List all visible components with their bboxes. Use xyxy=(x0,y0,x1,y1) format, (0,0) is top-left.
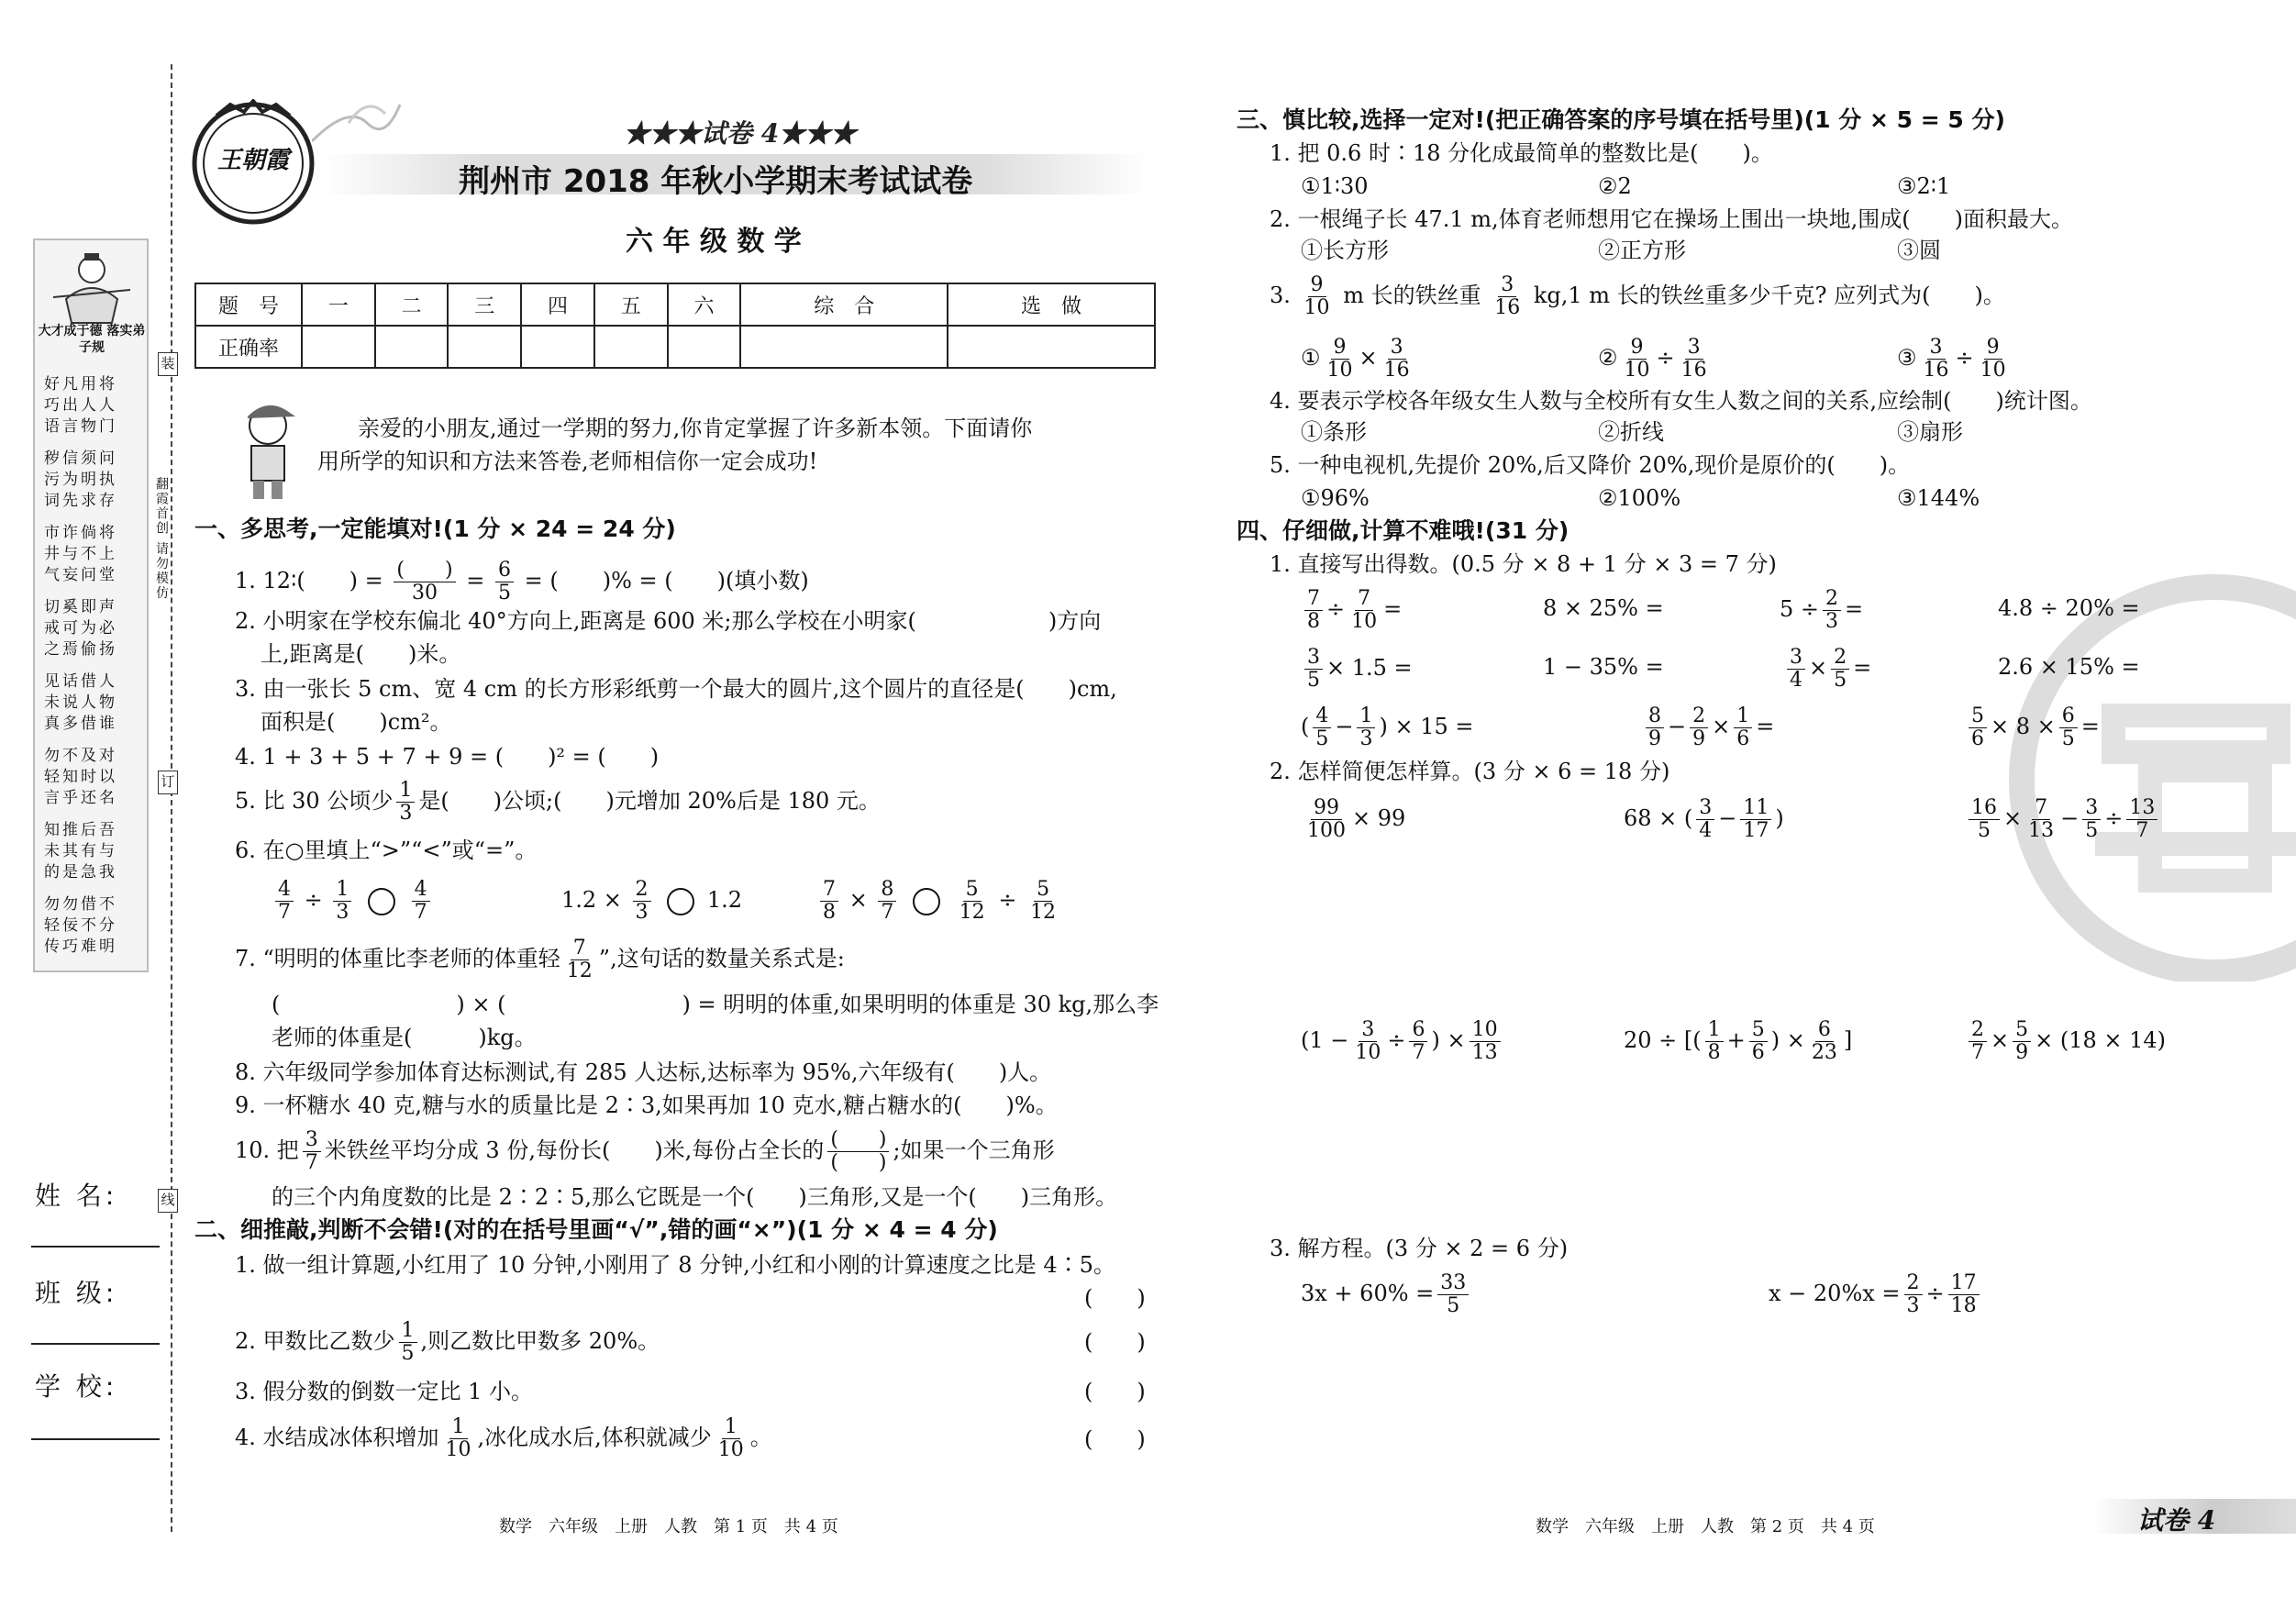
brand-logo-text: 王朝霞 xyxy=(216,147,289,174)
score-input[interactable] xyxy=(740,326,948,368)
ribbon-decoration xyxy=(312,95,404,160)
s3-q3-opt2[interactable]: ② $\frac{9}{10}$ ÷ $\frac{3}{16}$ xyxy=(1598,336,1707,382)
s1-q6-item-a: $\frac{4}{7}$ ÷ $\frac{1}{3}$ $\frac{4}{7}$ xyxy=(272,877,434,924)
s1-q2a: 2. 小明家在学校东偏北 40°方向上,距离是 600 米;那么学校在小明家( )方向 xyxy=(235,608,1102,634)
s1-q5: 5. 比 30 公顷少 $\frac{1}{3}$ 是( )公顷;( )元增加 20%后是 180 元。 xyxy=(235,779,881,825)
s1-q3b: 面积是( )cm²。 xyxy=(261,709,452,735)
s3-q1-opt2[interactable]: ②2 xyxy=(1598,173,1632,199)
s4-simplify-6: $\frac{2}{7}$ × $\frac{5}{9}$ × (18 × 14) xyxy=(1965,1015,2166,1066)
section-3-title: 三、慎比较,选择一定对!(把正确答案的序号填在括号里)(1 分 × 5 = 5 分) xyxy=(1237,106,2005,133)
s4-calc-r1-d: 4.8 ÷ 20% = xyxy=(1998,595,2140,621)
score-input[interactable] xyxy=(448,326,521,368)
class-label: 班 级: xyxy=(35,1278,118,1308)
s1-q1: 1. 12∶( ) = $\frac{( )}{30}$ = $\frac{6}{5}$ = ( )% = ( )(填小数) xyxy=(235,559,809,604)
s4-calc-r1-c: 5 ÷ $\frac{2}{3}$ = xyxy=(1780,587,1864,633)
s3-q5-opt1[interactable]: ①96% xyxy=(1301,485,1370,511)
section-4-title: 四、仔细做,计算不难哦!(31 分) xyxy=(1237,517,1569,544)
name-label: 姓 名: xyxy=(35,1181,118,1211)
s1-q10a: 10. 把 $\frac{3}{7}$ 米铁丝平均分成 3 份,每份长( )米,每份占全长的 $\frac{( )}{( )}$ ;如果一个三角形 xyxy=(235,1128,1055,1174)
score-table-cell: 综 合 xyxy=(740,283,948,326)
footer-tag: 试卷 4 xyxy=(2137,1505,2216,1536)
s4-calc-r1-a: $\frac{7}{8}$ ÷ $\frac{7}{10}$ = xyxy=(1301,583,1402,635)
s4-simplify-5: 20 ÷ [( $\frac{1}{8}$ + $\frac{5}{6}$ ) × $\frac{6}{23}$ ] xyxy=(1624,1018,1853,1064)
s4-calc-r2-d: 2.6 × 15% = xyxy=(1998,654,2140,680)
binding-mark-1: 装 xyxy=(158,352,178,376)
s1-q6: 6. 在○里填上“>”“<”或“=”。 xyxy=(235,837,538,863)
subject-title: 六 年 级 数 学 xyxy=(626,226,802,258)
s4-equation-2: x − 20%x = $\frac{2}{3}$ ÷ $\frac{17}{18}$ xyxy=(1769,1268,1983,1319)
s3-q3-opt1[interactable]: ① $\frac{9}{10}$ × $\frac{3}{16}$ xyxy=(1301,336,1410,382)
watermark-seal-icon xyxy=(2003,569,2296,981)
score-table-cell: 三 xyxy=(448,283,521,326)
student-illustration xyxy=(48,244,136,327)
s4-calc-r2-a: $\frac{3}{5}$ × 1.5 = xyxy=(1301,642,1413,693)
intro-line-1: 亲爱的小朋友,通过一学期的努力,你肯定掌握了许多新本领。下面请你 xyxy=(358,416,1033,441)
intro-line-2: 用所学的知识和方法来答卷,老师相信你一定会成功! xyxy=(317,449,818,474)
s3-q2: 2. 一根绳子长 47.1 m,体育老师想用它在操场上围出一块地,围成( )面积最大。 xyxy=(1270,206,2073,232)
school-field[interactable] xyxy=(31,1438,160,1440)
s3-q3: 3. $\frac{9}{10}$ m 长的铁丝重 $\frac{3}{16}$ kg,1 m 长的铁丝重多少千克? 应列式为( )。 xyxy=(1270,273,2005,319)
s1-q6-item-b: 1.2 × $\frac{2}{3}$ 1.2 xyxy=(561,878,742,924)
s2-q3-answer[interactable]: ( ) xyxy=(1084,1379,1146,1404)
s2-q4: 4. 水结成冰体积增加 $\frac{1}{10}$ ,冰化成水后,体积就减少 $\frac{1}{10}$ 。 xyxy=(235,1415,772,1461)
score-table-cell: 四 xyxy=(521,283,594,326)
s4-simplify-4: (1 − $\frac{3}{10}$ ÷ $\frac{6}{7}$ ) × $\frac{10}{13}$ xyxy=(1301,1015,1504,1066)
boy-illustration xyxy=(231,396,305,503)
score-input[interactable] xyxy=(668,326,741,368)
binding-side-text: 翻霞首创 请勿模仿 xyxy=(154,477,169,601)
s4-simplify-2: 68 × ( $\frac{3}{4}$ − $\frac{11}{17}$ ) xyxy=(1624,796,1784,842)
score-table-cell: 选 做 xyxy=(948,283,1155,326)
score-table-cell: 正确率 xyxy=(195,326,302,368)
s4-calc-r3-c: $\frac{5}{6}$ × 8 × $\frac{6}{5}$ = xyxy=(1965,701,2100,752)
compare-circle-input[interactable] xyxy=(368,888,395,915)
binding-mark-2: 订 xyxy=(158,771,178,794)
s3-q4-opt2[interactable]: ②折线 xyxy=(1598,419,1664,445)
s4-simplify-1: $\frac{99}{100}$ × 99 xyxy=(1307,796,1406,842)
s1-q8: 8. 六年级同学参加体育达标测试,有 285 人达标,达标率为 95%,六年级有( )人。 xyxy=(235,1059,1052,1085)
s3-q5: 5. 一种电视机,先提价 20%,后又降价 20%,现价是原价的( )。 xyxy=(1270,452,1911,478)
s4-equation-1: 3x + 60% = $\frac{33}{5}$ xyxy=(1301,1268,1472,1319)
s3-q1-opt1[interactable]: ①1∶30 xyxy=(1301,173,1369,199)
exam-title: 荆州市 2018 年秋小学期末考试试卷 xyxy=(459,163,973,200)
s3-q2-opt2[interactable]: ②正方形 xyxy=(1598,238,1686,263)
s1-q9: 9. 一杯糖水 40 克,糖与水的质量比是 2∶3,如果再加 10 克水,糖占糖水的( )%。 xyxy=(235,1092,1058,1118)
section-2-title: 二、细推敲,判断不会错!(对的在括号里画“√”,错的画“×”)(1 分 × 4 = 4 分) xyxy=(194,1216,998,1243)
s2-q2-answer[interactable]: ( ) xyxy=(1084,1329,1146,1355)
binding-mark-3: 线 xyxy=(158,1189,178,1213)
s1-q7c: ( ) × ( ) = 明明的体重,如果明明的体重是 30 kg,那么李 xyxy=(272,992,1159,1017)
score-table xyxy=(194,283,1156,369)
margin-motto-columns: 好凡用将 巧出人人 语言物门 秽信须问 污为明执 词先求存 市诈倘将 井与不上 气妄问堂 切奚即声 戒可为必 之焉偷扬 见话借人 未说人物 真多借谁 勿不及对 轻知时以 言乎还名 知推后吾 未其有与 的是急我 勿勿借不 轻佞不分 传巧难明 xyxy=(44,375,117,956)
s3-q2-opt3[interactable]: ③圆 xyxy=(1897,238,1941,263)
s2-q4-answer[interactable]: ( ) xyxy=(1084,1426,1146,1452)
s4-calc-r2-c: $\frac{3}{4}$ × $\frac{2}{5}$ = xyxy=(1783,642,1871,693)
s4-calc-r2-b: 1 − 35% = xyxy=(1543,654,1664,680)
name-field[interactable] xyxy=(31,1246,160,1248)
school-label: 学 校: xyxy=(35,1371,118,1402)
compare-circle-input[interactable] xyxy=(667,888,694,915)
footer-right: 数学 六年级 上册 人教 第 2 页 共 4 页 xyxy=(1536,1517,1875,1536)
score-table-cell: 六 xyxy=(668,283,741,326)
section-1-title: 一、多思考,一定能填对!(1 分 × 24 = 24 分) xyxy=(194,516,676,542)
s3-q5-opt3[interactable]: ③144% xyxy=(1897,485,1980,511)
s1-q2b: 上,距离是( )米。 xyxy=(261,641,461,667)
score-input[interactable] xyxy=(948,326,1155,368)
s1-q4: 4. 1 + 3 + 5 + 7 + 9 = ( )² = ( ) xyxy=(235,744,660,770)
score-input[interactable] xyxy=(521,326,594,368)
s2-q1-answer[interactable]: ( ) xyxy=(1084,1285,1146,1311)
s1-q3a: 3. 由一张长 5 cm、宽 4 cm 的长方形彩纸剪一个最大的圆片,这个圆片的直径是( )cm, xyxy=(235,676,1117,702)
margin-motto-title: 大才成于德 落实弟子规 xyxy=(38,324,146,355)
s3-q1: 1. 把 0.6 时∶18 分化成最简单的整数比是( )。 xyxy=(1270,140,1773,166)
score-table-header-row xyxy=(195,283,1155,326)
s1-q7d: 老师的体重是( )kg。 xyxy=(272,1025,537,1050)
s1-q10e: 的三个内角度数的比是 2∶2∶5,那么它既是一个( )三角形,又是一个( )三角形。 xyxy=(272,1184,1118,1210)
compare-circle-input[interactable] xyxy=(913,888,940,915)
s4-part3: 3. 解方程。(3 分 × 2 = 6 分) xyxy=(1270,1236,1569,1261)
s3-q2-opt1[interactable]: ①长方形 xyxy=(1301,238,1389,263)
s3-q4: 4. 要表示学校各年级女生人数与全校所有女生人数之间的关系,应绘制( )统计图。 xyxy=(1270,388,2092,414)
s2-q3: 3. 假分数的倒数一定比 1 小。 xyxy=(235,1379,534,1404)
score-table-cell: 五 xyxy=(594,283,668,326)
s3-q4-opt1[interactable]: ①条形 xyxy=(1301,419,1367,445)
s4-part1: 1. 直接写出得数。(0.5 分 × 8 + 1 分 × 3 = 7 分) xyxy=(1270,551,1777,577)
s4-calc-r3-b: $\frac{8}{9}$ − $\frac{2}{9}$ × $\frac{1}{6}$ = xyxy=(1642,701,1774,752)
score-input[interactable] xyxy=(594,326,668,368)
binding-line xyxy=(171,64,172,1532)
score-table-rate-row xyxy=(195,326,1155,368)
s4-simplify-3: $\frac{16}{5}$ × $\frac{7}{13}$ − $\frac{3}{5}$ ÷ $\frac{13}{7}$ xyxy=(1965,793,2161,844)
s3-q1-opt3[interactable]: ③2∶1 xyxy=(1897,173,1951,199)
score-table-cell: 一 xyxy=(302,283,375,326)
s1-q7a: 7. “明明的体重比李老师的体重轻 $\frac{7}{12}$ ”,这句话的数量关系式是: xyxy=(235,937,845,982)
paper-number: ★★★试卷 4★★★ xyxy=(624,118,857,149)
s3-q5-opt2[interactable]: ②100% xyxy=(1598,485,1681,511)
s2-q1: 1. 做一组计算题,小红用了 10 分钟,小刚用了 8 分钟,小红和小刚的计算速度之比是 4∶5。 xyxy=(235,1252,1115,1278)
score-table-cell: 二 xyxy=(375,283,449,326)
s4-calc-r3-a: ( $\frac{4}{5}$ − $\frac{1}{3}$ ) × 15 = xyxy=(1301,704,1474,750)
score-input[interactable] xyxy=(302,326,375,368)
s3-q3-opt3[interactable]: ③ $\frac{3}{16}$ ÷ $\frac{9}{10}$ xyxy=(1897,336,2006,382)
score-table-cell: 题 号 xyxy=(195,283,302,326)
s4-part2: 2. 怎样简便怎样算。(3 分 × 6 = 18 分) xyxy=(1270,759,1670,784)
score-input[interactable] xyxy=(375,326,449,368)
s4-calc-r1-b: 8 × 25% = xyxy=(1543,595,1664,621)
s2-q2: 2. 甲数比乙数少 $\frac{1}{5}$ ,则乙数比甲数多 20%。 xyxy=(235,1319,660,1365)
class-field[interactable] xyxy=(31,1343,160,1345)
s1-q6-item-c: $\frac{7}{8}$ × $\frac{8}{7}$ $\frac{5}{12}$ ÷ $\frac{5}{12}$ xyxy=(816,877,1062,924)
footer-left: 数学 六年级 上册 人教 第 1 页 共 4 页 xyxy=(499,1517,838,1536)
s3-q4-opt3[interactable]: ③扇形 xyxy=(1897,419,1963,445)
